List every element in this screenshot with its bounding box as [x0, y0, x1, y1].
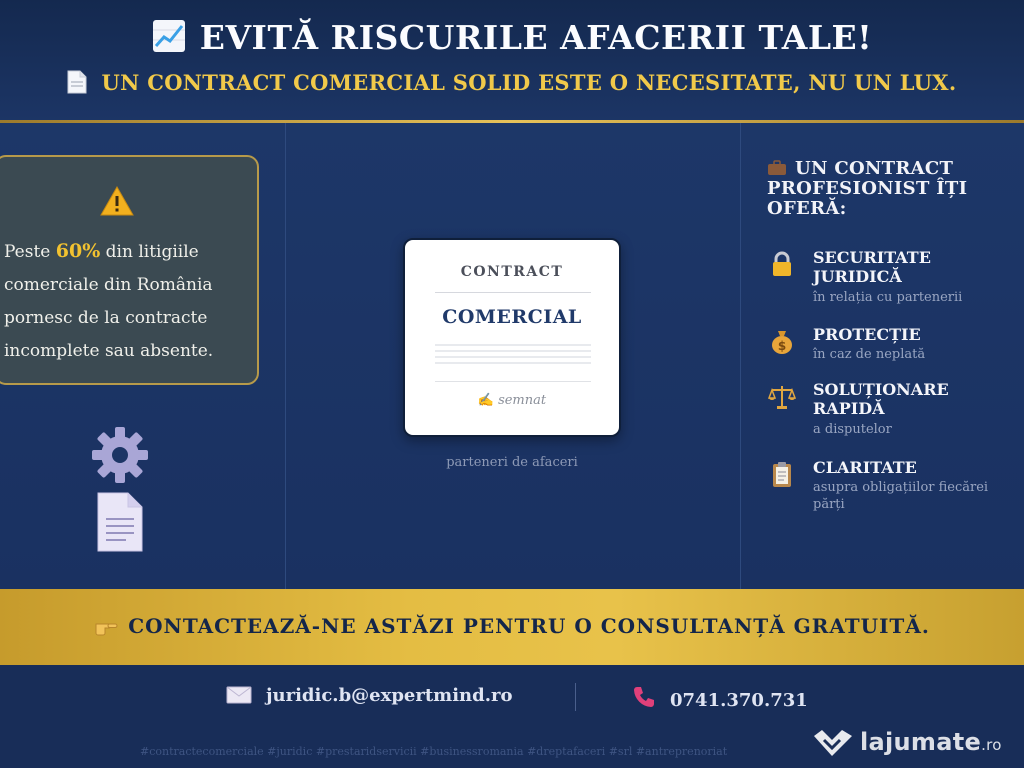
contact-separator [575, 683, 576, 711]
card-text-line [435, 362, 591, 364]
money-bag-icon [768, 327, 796, 355]
cta-text[interactable] [0, 614, 1024, 638]
lajumate-watermark [812, 724, 1017, 764]
page-subtitle [0, 70, 1024, 95]
watermark-text [860, 728, 1002, 756]
benefit-title: CLARITATE [813, 458, 917, 477]
card-divider [435, 292, 591, 293]
envelope-icon [226, 686, 252, 704]
page-title [0, 18, 1024, 57]
contract-card-top-label: CONTRACT [460, 264, 564, 280]
clipboard-icon [768, 460, 796, 488]
watermark-tld: .ro [981, 736, 1002, 754]
benefits-heading [767, 159, 1007, 219]
signature-text: semnat [498, 393, 547, 408]
panel-divider [740, 123, 741, 589]
panel-divider [285, 123, 286, 589]
contract-card-main-label: COMERCIAL [442, 306, 582, 328]
hashtags: #contractecomerciale #juridic #prestaridservicii #businessromania #dreptafaceri #srl #antreprenoriat [140, 745, 728, 758]
balance-scale-icon [768, 382, 796, 410]
card-text-line [435, 356, 591, 358]
contract-card [403, 238, 621, 437]
statistic-alert-box [0, 155, 259, 385]
statistic-text-after: din litigiile comerciale din România pornesc de la contracte incomplete sau absente. [4, 242, 214, 361]
benefit-description: în caz de neplată [813, 347, 926, 362]
page-subtitle-text: UN CONTRACT COMERCIAL SOLID ESTE O NECESITATE, NU UN LUX. [101, 70, 957, 95]
cta-banner[interactable] [0, 589, 1024, 665]
svg-text:$: $ [777, 339, 787, 353]
email-address[interactable]: juridic.b@expertmind.ro [266, 685, 513, 706]
phone-number[interactable]: 0741.370.731 [670, 690, 808, 711]
lajumate-logo-icon [812, 728, 854, 758]
phone-icon [632, 685, 656, 709]
cta-label[interactable]: CONTACTEAZĂ-NE ASTĂZI PENTRU O CONSULTANȚĂ GRATUITĂ. [128, 614, 930, 638]
statistic-text-before: Peste [4, 242, 56, 262]
statistic-percent: 60% [55, 240, 101, 262]
page-title-text: EVITĂ RISCURILE AFACERII TALE! [199, 18, 873, 57]
pointing-hand-icon [94, 616, 118, 636]
benefit-title: SOLUȚIONARE RAPIDĂ [813, 380, 949, 418]
writing-hand-icon: ✍ [477, 393, 495, 408]
briefcase-icon [767, 160, 787, 176]
header-banner [0, 0, 1024, 120]
card-divider [435, 381, 591, 382]
lock-icon [768, 250, 796, 278]
footer [0, 665, 1024, 768]
phone-contact[interactable] [632, 685, 808, 711]
warning-icon [100, 185, 134, 217]
document-icon [96, 491, 144, 553]
benefit-description: asupra obligațiilor fiecărei părți [813, 480, 989, 512]
benefit-title: PROTECȚIE [813, 325, 921, 344]
contract-signature [405, 393, 619, 408]
card-text-line [435, 344, 591, 346]
benefit-description: a disputelor [813, 422, 892, 437]
content-panels [0, 123, 1024, 589]
benefit-title: SECURITATE JURIDICĂ [813, 248, 931, 286]
chart-increasing-icon [152, 19, 186, 53]
benefit-description: în relația cu partenerii [813, 290, 963, 305]
benefits-heading-text: UN CONTRACT PROFESIONIST ÎȚI OFERĂ: [767, 158, 968, 219]
gear-icon [90, 425, 150, 485]
page-icon [67, 70, 87, 94]
card-text-line [435, 350, 591, 352]
contract-card-caption: parteneri de afaceri [446, 455, 578, 470]
statistic-text [4, 235, 244, 368]
email-contact[interactable] [226, 685, 513, 706]
watermark-name: lajumate [860, 728, 982, 756]
